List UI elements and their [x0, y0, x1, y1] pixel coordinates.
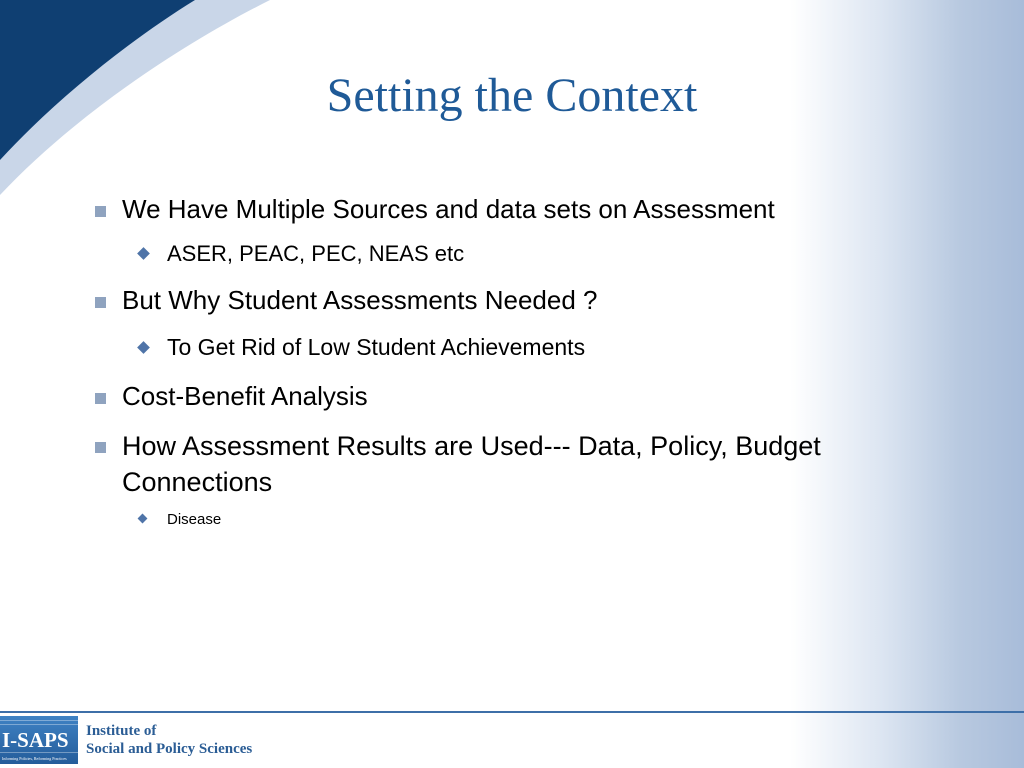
diamond-bullet-icon: [137, 341, 150, 354]
isaps-logo: [0, 716, 78, 764]
institute-line-2: Social and Policy Sciences: [86, 741, 253, 757]
slide-title: Setting the Context: [326, 69, 698, 122]
logo-text: I-SAPS: [2, 728, 69, 752]
square-bullet-icon: [95, 297, 106, 308]
bullet-item: [95, 194, 955, 224]
sub-bullet-item: [95, 334, 955, 361]
bullet-item: [95, 381, 955, 411]
sub-bullet-text: To Get Rid of Low Student Achievements: [167, 334, 586, 360]
sub-bullet-item: [95, 510, 955, 530]
bullet-text: But Why Student Assessments Needed ?: [122, 285, 598, 315]
diamond-bullet-icon: [137, 247, 150, 260]
institute-name: [86, 722, 252, 758]
sub-bullet-item: [95, 241, 955, 267]
bullet-text: How Assessment Results are Used--- Data, Policy, Budget Connections: [122, 431, 821, 497]
bullet-item: [95, 285, 955, 315]
bullet-item: [95, 428, 955, 500]
sub-bullet-text: ASER, PEAC, PEC, NEAS etc: [167, 241, 465, 266]
square-bullet-icon: [95, 393, 106, 404]
diamond-bullet-icon: [138, 514, 148, 524]
footer-divider: [0, 711, 1024, 713]
bullet-text: We Have Multiple Sources and data sets on Assessment: [122, 194, 775, 224]
institute-line-1: Institute of: [86, 723, 157, 739]
square-bullet-icon: [95, 206, 106, 217]
logo-tagline: Informing Policies, Reforming Practices: [2, 756, 67, 761]
bullet-text: Cost-Benefit Analysis: [122, 381, 368, 411]
square-bullet-icon: [95, 442, 106, 453]
sub-bullet-text: Disease: [167, 511, 222, 528]
bullet-list: [95, 194, 955, 530]
